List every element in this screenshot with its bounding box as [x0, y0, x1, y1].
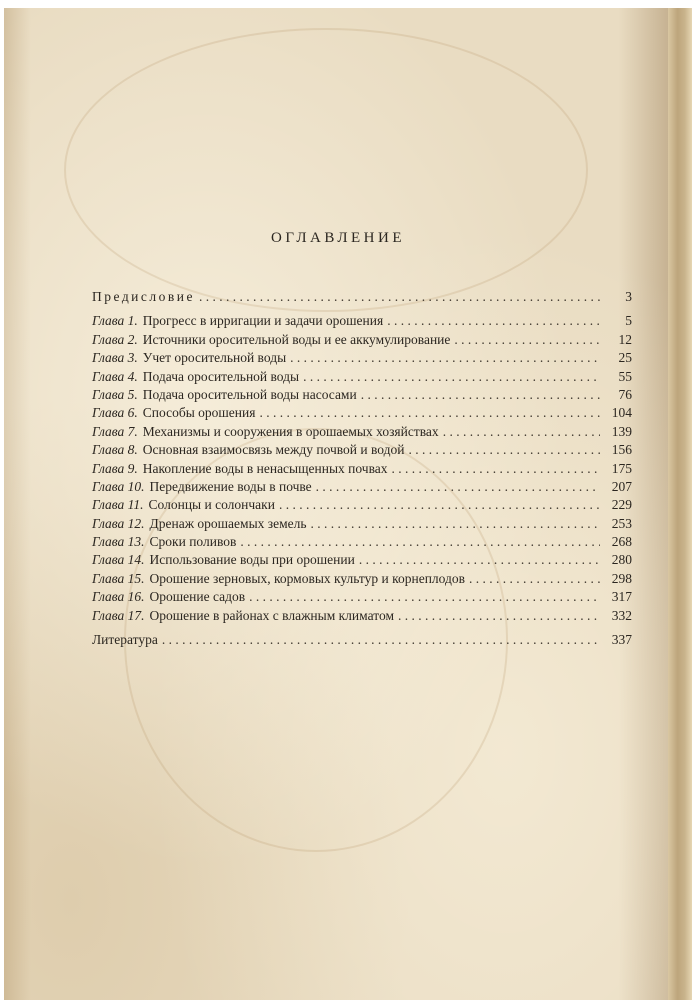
page-title: ОГЛАВЛЕНИЕ — [271, 230, 405, 246]
toc-entry-chapter-9[interactable] — [92, 461, 632, 479]
chapter-label: Глава 6. — [92, 405, 138, 421]
toc-entry-title: Накопление воды в ненасыщенных почвах — [142, 460, 388, 476]
toc-entry-title: Орошение в районах с влажным климатом — [149, 607, 394, 623]
chapter-label: Глава 7. — [92, 423, 138, 439]
toc-entry-title: Литература — [92, 632, 158, 648]
table-of-contents — [92, 289, 632, 650]
toc-entry-chapter-1[interactable] — [92, 313, 632, 331]
toc-entry-title: Учет оросительной воды — [142, 350, 287, 366]
chapter-label: Глава 15. — [92, 570, 145, 586]
toc-entry-page: 104 — [611, 405, 632, 421]
dot-leader — [240, 534, 600, 550]
water-stain — [64, 28, 588, 312]
dot-leader — [443, 424, 600, 440]
toc-entry-page: 337 — [611, 632, 632, 648]
chapter-label: Глава 1. — [92, 313, 138, 329]
toc-entry-chapter-7[interactable] — [92, 424, 632, 442]
toc-entry-chapter-11[interactable] — [92, 497, 632, 515]
dot-leader — [359, 552, 600, 568]
dot-leader — [199, 289, 600, 305]
chapter-label: Глава 16. — [92, 589, 145, 605]
toc-entry-chapter-3[interactable] — [92, 350, 632, 368]
toc-entry-page: 332 — [611, 607, 632, 623]
chapter-label: Глава 12. — [92, 515, 145, 531]
toc-entry-title: Подача оросительной воды — [142, 368, 300, 384]
chapter-label: Глава 11. — [92, 497, 144, 513]
book-spine-edge — [668, 8, 692, 1000]
toc-entry-title: Использование воды при орошении — [149, 552, 355, 568]
toc-entry-page: 139 — [611, 423, 632, 439]
toc-entry-title: Прогресс в ирригации и задачи орошения — [142, 313, 384, 329]
dot-leader — [249, 589, 600, 605]
toc-entry-title: Передвижение воды в почве — [149, 478, 312, 494]
toc-entry-page: 280 — [611, 552, 632, 568]
dot-leader — [303, 369, 600, 385]
dot-leader — [454, 332, 600, 348]
toc-entry-page: 268 — [611, 534, 632, 550]
chapter-label: Глава 9. — [92, 460, 138, 476]
toc-entry-title: Сроки поливов — [149, 534, 237, 550]
dot-leader — [259, 405, 600, 421]
toc-entry-chapter-14[interactable] — [92, 552, 632, 570]
toc-entry-chapter-15[interactable] — [92, 571, 632, 589]
toc-entry-page: 207 — [611, 478, 632, 494]
book-page — [4, 8, 672, 1000]
dot-leader — [311, 516, 600, 532]
toc-entry-title: Механизмы и сооружения в орошаемых хозяйствах — [142, 423, 439, 439]
toc-entry-title: Основная взаимосвязь между почвой и водой — [142, 442, 405, 458]
toc-entry-page: 55 — [618, 368, 632, 384]
dot-leader — [408, 442, 600, 458]
toc-entry-page: 3 — [625, 289, 632, 304]
chapter-label: Глава 13. — [92, 534, 145, 550]
toc-entry-chapter-16[interactable] — [92, 589, 632, 607]
toc-entry-title: Способы орошения — [142, 405, 256, 421]
toc-entry-chapter-2[interactable] — [92, 332, 632, 350]
chapter-label: Глава 4. — [92, 368, 138, 384]
dot-leader — [290, 350, 600, 366]
toc-entry-page: 253 — [611, 515, 632, 531]
toc-entry-chapter-13[interactable] — [92, 534, 632, 552]
chapter-label: Глава 3. — [92, 350, 138, 366]
toc-entry-title: Орошение садов — [149, 589, 246, 605]
toc-entry-page: 5 — [625, 313, 632, 329]
dot-leader — [279, 497, 600, 513]
toc-entry-preface[interactable] — [92, 289, 632, 307]
toc-entry-title: Источники оросительной воды и ее аккумулирование — [142, 331, 451, 347]
toc-entry-chapter-10[interactable] — [92, 479, 632, 497]
toc-entry-page: 229 — [611, 497, 632, 513]
toc-entry-title: Орошение зерновых, кормовых культур и корнеплодов — [149, 570, 466, 586]
toc-entry-title: Солонцы и солончаки — [148, 497, 275, 513]
toc-entry-chapter-12[interactable] — [92, 516, 632, 534]
toc-entry-title: Дренаж орошаемых земель — [149, 515, 307, 531]
dot-leader — [361, 387, 600, 403]
toc-entry-page: 298 — [611, 570, 632, 586]
chapter-label: Глава 10. — [92, 478, 145, 494]
toc-entry-page: 25 — [618, 350, 632, 366]
chapter-label: Глава 2. — [92, 331, 138, 347]
toc-entry-page: 12 — [618, 331, 632, 347]
dot-leader — [387, 313, 600, 329]
toc-entry-chapter-4[interactable] — [92, 369, 632, 387]
toc-entry-page: 317 — [611, 589, 632, 605]
chapter-label: Глава 5. — [92, 386, 138, 402]
dot-leader — [392, 461, 600, 477]
dot-leader — [469, 571, 600, 587]
toc-entry-page: 175 — [611, 460, 632, 476]
toc-entry-chapter-17[interactable] — [92, 608, 632, 626]
chapter-label: Глава 17. — [92, 607, 145, 623]
dot-leader — [162, 632, 600, 648]
chapter-label: Глава 8. — [92, 442, 138, 458]
toc-entry-page: 156 — [611, 442, 632, 458]
toc-entry-title: Подача оросительной воды насосами — [142, 386, 357, 402]
toc-entry-chapter-8[interactable] — [92, 442, 632, 460]
dot-leader — [316, 479, 600, 495]
toc-entry-literature[interactable] — [92, 632, 632, 650]
toc-entry-chapter-6[interactable] — [92, 405, 632, 423]
toc-entry-chapter-5[interactable] — [92, 387, 632, 405]
toc-entry-title: Предисловие — [92, 289, 195, 304]
dot-leader — [398, 608, 600, 624]
chapter-label: Глава 14. — [92, 552, 145, 568]
toc-entry-page: 76 — [618, 386, 632, 402]
